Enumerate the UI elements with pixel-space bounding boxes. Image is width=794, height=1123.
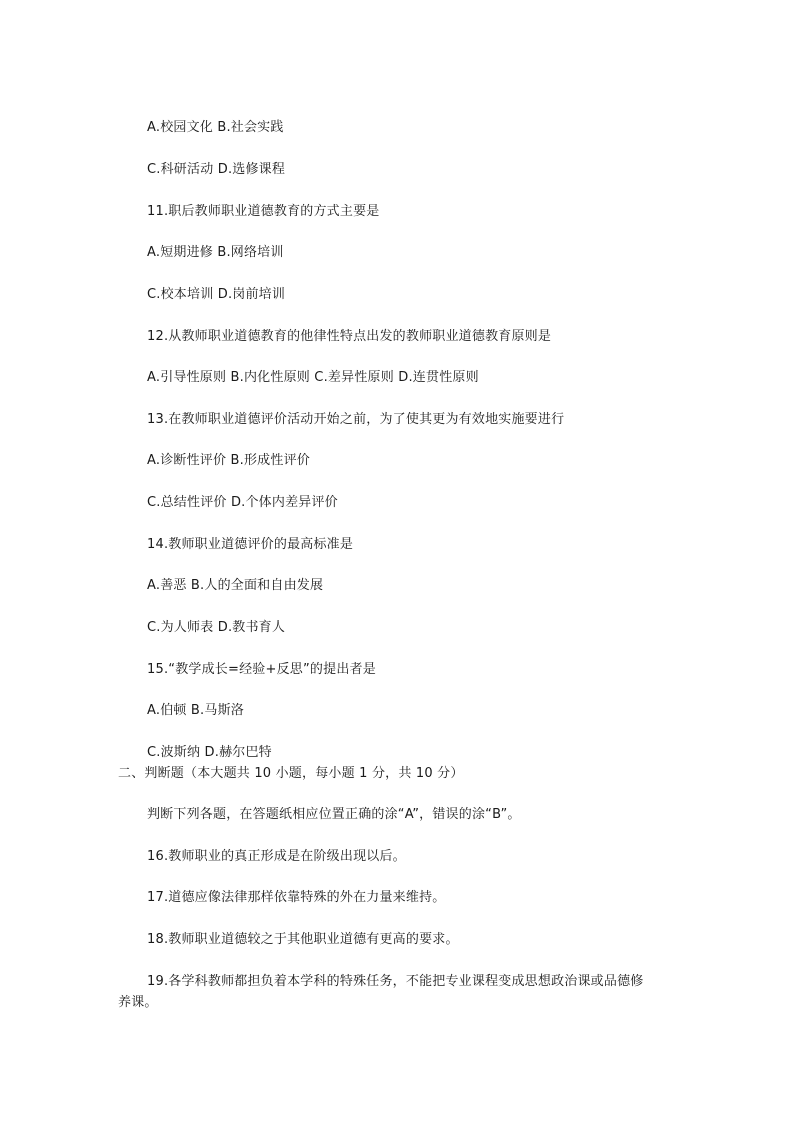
question-14: 14.教师职业道德评价的最高标准是 — [147, 537, 354, 552]
q14-options-ab: A.善恶 B.人的全面和自由发展 — [147, 578, 324, 593]
q11-options-ab: A.短期进修 B.网络培训 — [147, 245, 284, 260]
q15-options-cd: C.波斯纳 D.赫尔巴特 — [147, 745, 272, 760]
question-16: 16.教师职业的真正形成是在阶级出现以后。 — [147, 849, 406, 864]
section-heading: 二、判断题（本大题共 10 小题，每小题 1 分，共 10 分） — [118, 766, 464, 781]
question-13: 13.在教师职业道德评价活动开始之前，为了使其更为有效地实施要进行 — [147, 412, 565, 427]
section-instructions: 判断下列各题，在答题纸相应位置正确的涂“A”，错误的涂“B”。 — [147, 807, 521, 822]
q15-options-ab: A.伯顿 B.马斯洛 — [147, 703, 244, 718]
question-19-line1: 19.各学科教师都担负着本学科的特殊任务，不能把专业课程变成思想政治课或品德修 — [147, 974, 644, 989]
question-12: 12.从教师职业道德教育的他律性特点出发的教师职业道德教育原则是 — [147, 329, 552, 344]
question-18: 18.教师职业道德较之于其他职业道德有更高的要求。 — [147, 932, 459, 947]
q14-options-cd: C.为人师表 D.教书育人 — [147, 620, 286, 635]
question-19-line2: 养课。 — [118, 995, 158, 1010]
q10-options-ab: A.校园文化 B.社会实践 — [147, 120, 284, 135]
q13-options-cd: C.总结性评价 D.个体内差异评价 — [147, 495, 338, 510]
question-15: 15.“教学成长=经验+反思”的提出者是 — [147, 662, 376, 677]
question-17: 17.道德应像法律那样依靠特殊的外在力量来维持。 — [147, 890, 446, 905]
q11-options-cd: C.校本培训 D.岗前培训 — [147, 287, 286, 302]
question-11: 11.职后教师职业道德教育的方式主要是 — [147, 204, 380, 219]
q13-options-ab: A.诊断性评价 B.形成性评价 — [147, 453, 310, 468]
q10-options-cd: C.科研活动 D.选修课程 — [147, 162, 286, 177]
q12-options: A.引导性原则 B.内化性原则 C.差异性原则 D.连贯性原则 — [147, 370, 479, 385]
